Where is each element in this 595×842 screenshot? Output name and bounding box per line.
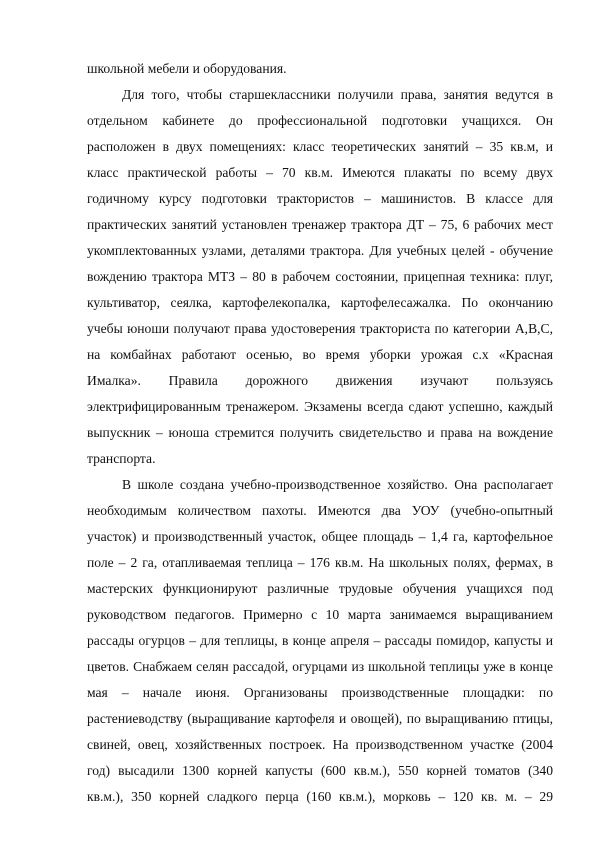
text-line: годичному курсу подготовки трактористов – машинистов. В классе для xyxy=(87,191,553,206)
text-line: растениеводству (выращивание картофеля и овощей), по выращиванию птицы, xyxy=(87,711,553,726)
text-line: кв.м.), 350 корней сладкого перца (160 кв.м.), морковь – 120 кв. м. – 29 xyxy=(87,789,553,804)
text-line: Ималка». Правила дорожного движения изучают пользуясь xyxy=(87,373,553,388)
text-line: В школе создана учебно-производственное хозяйство. Она располагает xyxy=(122,477,553,492)
text-line: практических занятий установлен тренажер трактора ДТ – 75, 6 рабочих мест xyxy=(87,217,553,232)
text-line: школьной мебели и оборудования. xyxy=(87,61,287,76)
text-line: мастерских функционируют различные трудовые обучения учащихся под xyxy=(87,581,553,596)
text-line: мая – начале июня. Организованы производственные площадки: по xyxy=(87,685,553,700)
text-line: культиватор, сеялка, картофелекопалка, картофелесажалка. По окончанию xyxy=(87,295,553,310)
text-line: руководством педагогов. Примерно с 10 марта занимаемся выращиванием xyxy=(87,607,553,622)
text-line: вождению трактора МТЗ – 80 в рабочем состоянии, прицепная техника: плуг, xyxy=(87,269,553,284)
text-line: цветов. Снабжаем селян рассадой, огурцами из школьной теплицы уже в конце xyxy=(87,659,553,674)
text-line: участок) и производственный участок, общее площадь – 1,4 га, картофельное xyxy=(87,529,553,544)
text-line: на комбайнах работают осенью, во время уборки урожая с.х «Красная xyxy=(87,347,553,362)
text-line: электрифицированным тренажером. Экзамены всегда сдают успешно, каждый xyxy=(87,399,553,414)
text-line: год) высадили 1300 корней капусты (600 кв.м.), 550 корней томатов (340 xyxy=(87,763,553,778)
text-line: учебы юноши получают права удостоверения тракториста по категории А,В,С, xyxy=(87,321,553,336)
text-line: поле – 2 га, отапливаемая теплица – 176 кв.м. На школьных полях, фермах, в xyxy=(87,555,553,570)
text-line: необходимым количеством пахоты. Имеются два УОУ (учебно-опытный xyxy=(87,503,553,518)
text-line: рассады огурцов – для теплицы, в конце апреля – рассады помидор, капусты и xyxy=(87,633,553,648)
text-line: класс практической работы – 70 кв.м. Имеются плакаты по всему двух xyxy=(87,165,553,180)
text-line: Для того, чтобы старшеклассники получили права, занятия ведутся в xyxy=(122,87,553,102)
text-line: укомплектованных узлами, деталями трактора. Для учебных целей - обучение xyxy=(87,243,553,258)
text-line: свиней, овец, хозяйственных построек. На производственном участке (2004 xyxy=(87,737,553,752)
text-line: транспорта. xyxy=(87,451,156,466)
text-line: отдельном кабинете до профессиональной подготовки учащихся. Он xyxy=(87,113,553,128)
text-line: выпускник – юноша стремится получить свидетельство и права на вождение xyxy=(87,425,553,440)
text-line: расположен в двух помещениях: класс теоретических занятий – 35 кв.м, и xyxy=(87,139,553,154)
